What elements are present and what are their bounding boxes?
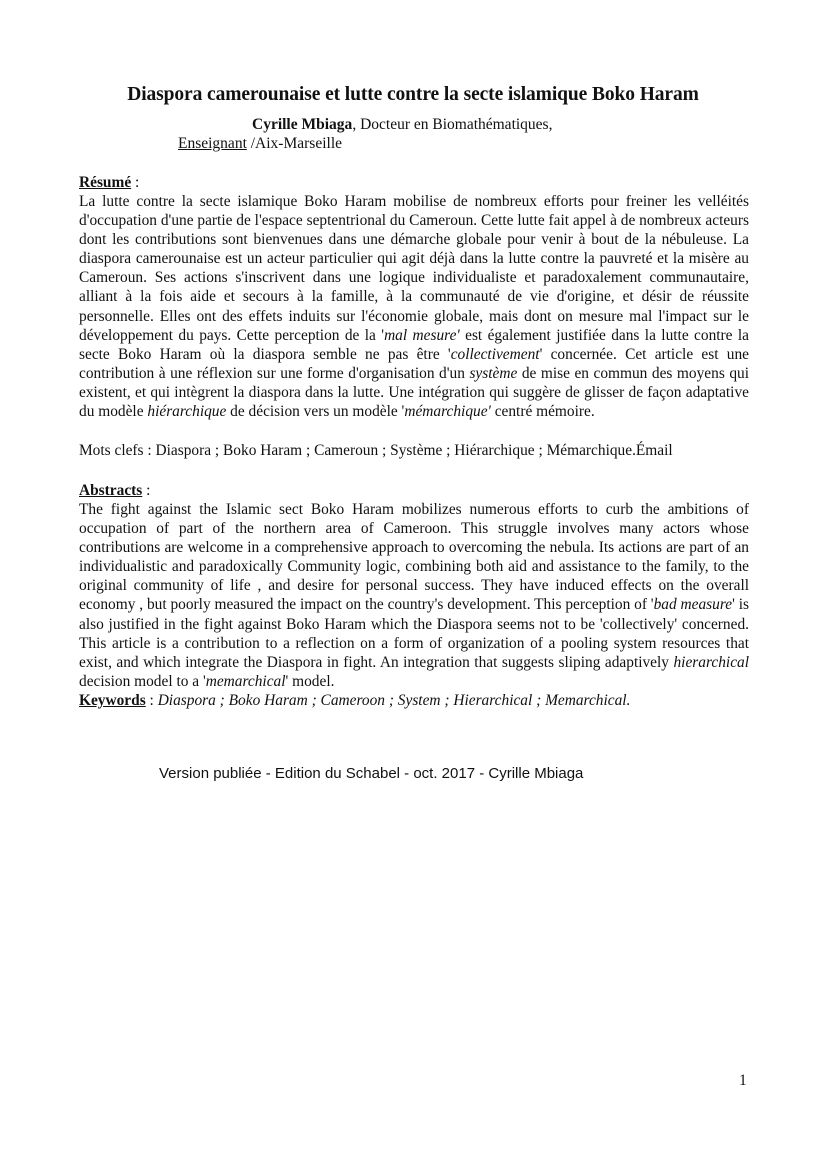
resume-heading-label: Résumé	[79, 174, 132, 191]
author-credential: , Docteur en Biomathématiques,	[352, 116, 553, 133]
version-footer: Version publiée - Edition du Schabel - oct. 2017 - Cyrille Mbiaga	[159, 765, 584, 782]
page-number: 1	[739, 1072, 747, 1089]
abstract-heading-suffix: :	[142, 482, 151, 499]
affiliation-line	[178, 135, 342, 153]
author-location: /Aix-Marseille	[246, 135, 343, 152]
author-role: Enseignant	[178, 135, 247, 152]
resume-heading	[79, 173, 749, 192]
abstract-keywords	[79, 691, 749, 710]
author-name: Cyrille Mbiaga	[252, 116, 353, 133]
resume-keywords: Mots clefs : Diaspora ; Boko Haram ; Cameroun ; Système ; Hiérarchique ; Mémarchique.Émail	[79, 442, 673, 459]
keywords-label: Keywords	[79, 692, 146, 709]
keywords-sep: :	[145, 692, 158, 709]
abstract-heading	[79, 481, 749, 500]
resume-heading-suffix: :	[131, 174, 140, 191]
keywords-list: Diaspora ; Boko Haram ; Cameroon ; System ; Hierarchical ; Memarchical.	[157, 692, 631, 709]
abstract-heading-label: Abstracts	[79, 482, 143, 499]
author-line	[252, 116, 552, 134]
resume-body: La lutte contre la secte islamique Boko Haram mobilise de nombreux efforts pour freiner les velléités d'occupation d'une partie de l'espace septentrional du Cameroun. Cette lutte fait appel à de nombreux acteurs dont les contributions sont bienvenues dans une démarche globale pour venir à bout de la nébuleuse. La diaspora camerounaise est un acteur particulier qui agit déjà dans la lutte contre la pauvreté et la misère au Cameroun. Ses actions s'inscrivent dans une logique individualiste et paradoxalement communautaire, alliant à la fois aide et secours à la famille, à la communauté de vie d'origine, et désir de réussite personnelle. Elles ont des effets induits sur l'économie globale, mais dont on mesure mal l'impact sur le développement du pays. Cette perception de la 'mal mesure' est également justifiée dans la lutte contre la secte Boko Haram où la diaspora semble ne pas être 'collectivement' concernée. Cet article est une contribution à une réflexion sur une forme d'organisation d'un système de mise en commun des moyens qui existent, et qui intègrent la diaspora dans la lutte. Une intégration qui suggère de glisser de façon adaptative du modèle hiérarchique de décision vers un modèle 'mémarchique' centré mémoire.	[79, 193, 749, 421]
paper-title: Diaspora camerounaise et lutte contre la secte islamique Boko Haram	[127, 84, 699, 105]
abstract-body: The fight against the Islamic sect Boko Haram mobilizes numerous efforts to curb the ambitions of occupation of part of the northern area of Cameroon. This struggle involves many actors whose contributions are welcome in a comprehensive approach to overcoming the nebula. Its actions are part of an individualistic and paradoxically Community logic, combining both aid and assistance to the family, to the original community of life , and desire for personal success. They have induced effects on the overall economy , but poorly measured the impact on the country's development. This perception of 'bad measure' is also justified in the fight against Boko Haram which the Diaspora seems not to be 'collectively' concerned. This article is a contribution to a reflection on a form of organization of a pooling system resources that exist, and which integrate the Diaspora in fight. An integration that suggests sliping adaptively hierarchical decision model to a 'memarchical' model.	[79, 501, 749, 690]
